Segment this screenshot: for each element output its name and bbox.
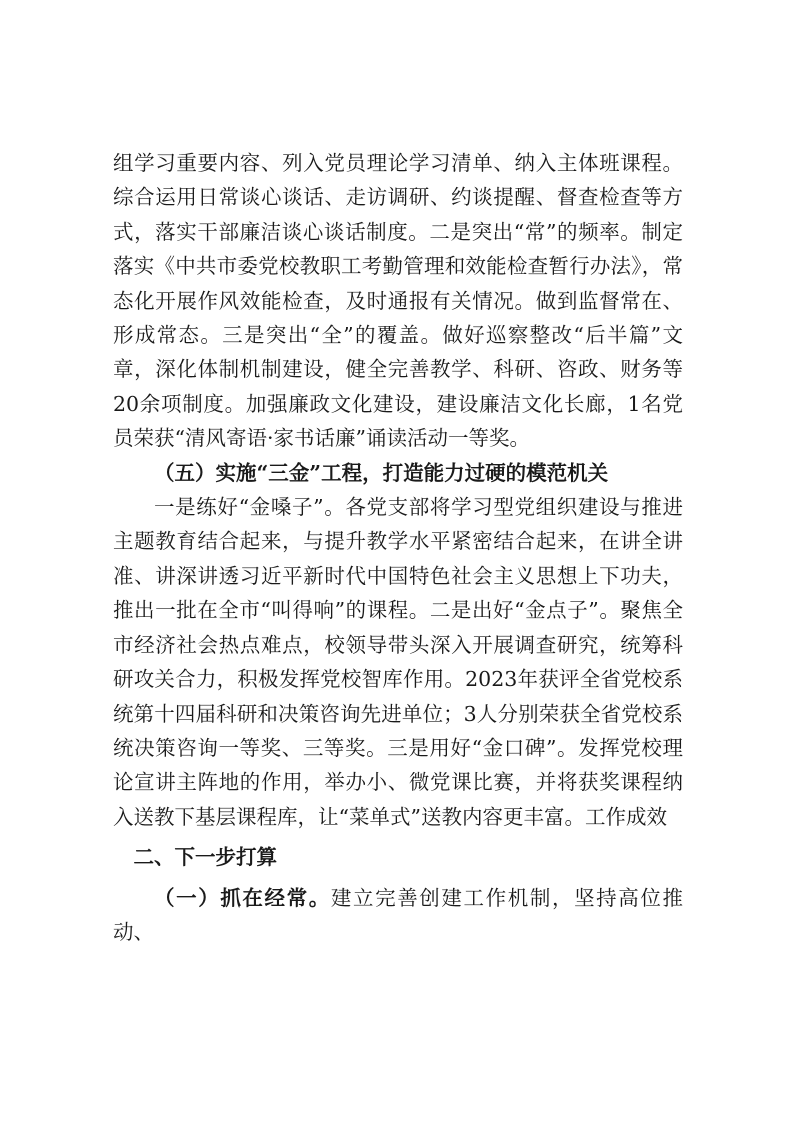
section-heading-next-steps: 二、下一步打算 (133, 845, 277, 870)
next-step-1-lead: （一）抓在经常。 (154, 885, 331, 910)
document-body (113, 146, 683, 949)
paragraph-next-step-1 (113, 881, 683, 950)
paragraph-integrity-oversight: 组学习重要内容、列入党员理论学习清单、纳入主体班课程。综合运用日常谈心谈话、走访调研、约谈提醒、督查检查等方式，落实干部廉洁谈心谈话制度。二是突出“常”的频率。制定落实《中共市委党校教职工考勤管理和效能检查暂行办法》，常态化开展作风效能检查，及时通报有关情况。做到监督常在、形成常态。三是突出“全”的覆盖。做好巡察整改“后半篇”文章，深化体制机制建设，健全完善教学、科研、咨政、财务等20余项制度。加强廉政文化建设，建设廉洁文化长廊，1名党员荣获“清风寄语·家书话廉”诵读活动一等奖。 (113, 151, 683, 451)
subheading-three-gold-project: （五）实施“三金”工程，打造能力过硬的模范机关 (154, 460, 609, 485)
paragraph-three-gold-details: 一是练好“金嗓子”。各党支部将学习型党组织建设与推进主题教育结合起来，与提升教学水平紧密结合起来，在讲全讲准、讲深讲透习近平新时代中国特色社会主义思想上下功夫，推出一批在全市“叫得响”的课程。二是出好“金点子”。聚焦全市经济社会热点难点，校领导带头深入开展调查研究，统筹科研攻关合力，积极发挥党校智库作用。2023年获评全省党校系统第十四届科研和决策咨询先进单位；3人分别荣获全省党校系统决策咨询一等奖、三等奖。三是用好“金口碑”。发挥党校理论宣讲主阵地的作用，举办小、微党课比赛，并将获奖课程纳入送教下基层课程库，让“菜单式”送教内容更丰富。工作成效 (113, 495, 683, 829)
next-step-1-text: 建立完善创建工作机制，坚持高位推动、 (113, 885, 684, 944)
